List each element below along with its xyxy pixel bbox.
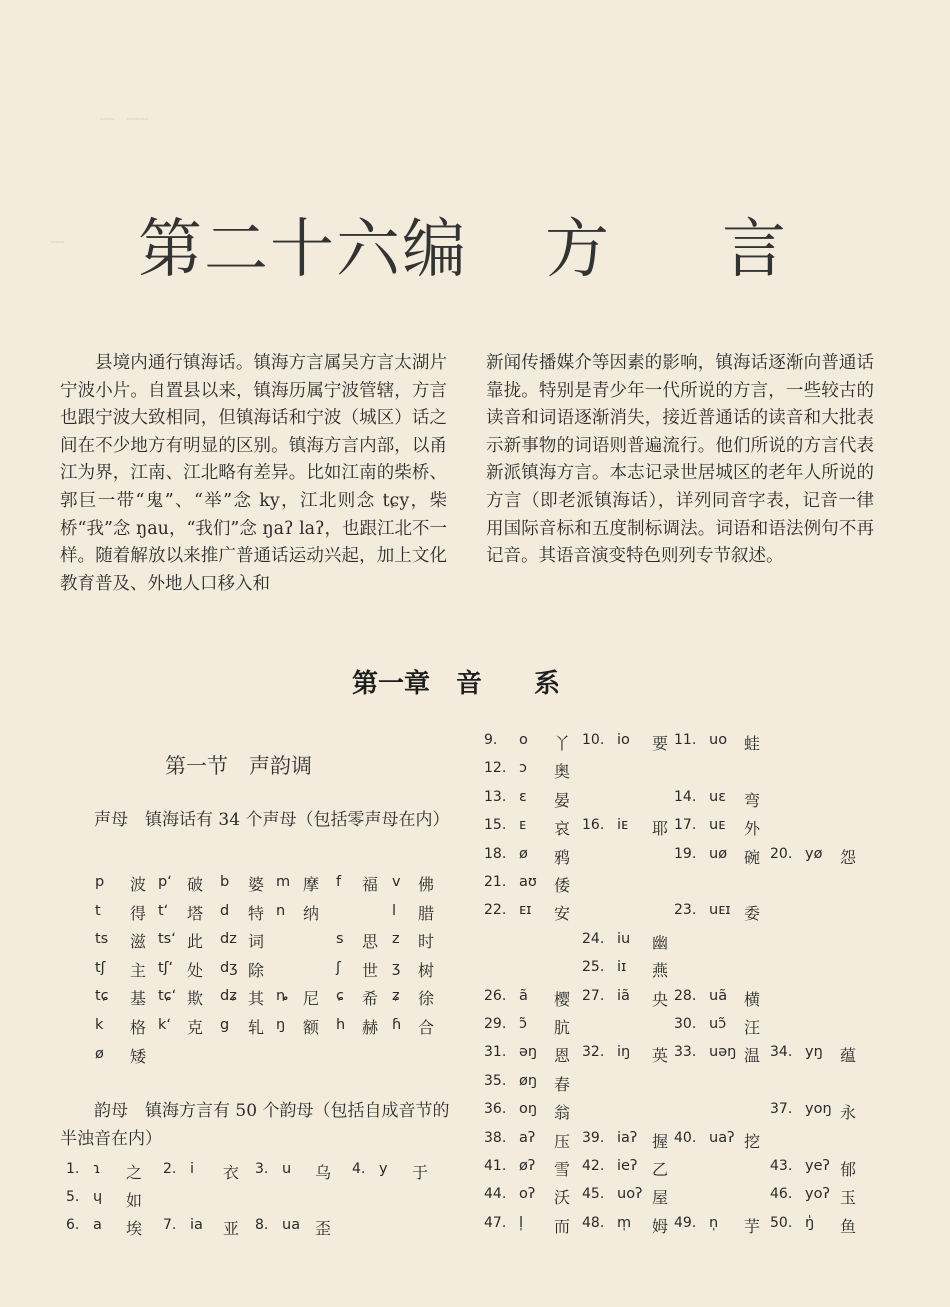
final-number: 43.: [770, 1158, 793, 1174]
final-number: 10.: [582, 732, 605, 748]
final-ipa: iᴇ: [617, 817, 629, 834]
final-number: 28.: [674, 987, 697, 1004]
initial-char: 特: [248, 903, 265, 923]
initial-ipa: tʻ: [158, 902, 169, 919]
final-ipa: øŋ: [519, 1072, 538, 1089]
final-char: 奥: [554, 762, 571, 782]
final-number: 7.: [163, 1217, 177, 1233]
initial-char: 滋: [130, 932, 147, 952]
initial-char: 世: [362, 960, 379, 980]
final-char: 倭: [554, 876, 571, 895]
final-number: 47.: [484, 1214, 507, 1231]
final-ipa: uəŋ: [709, 1044, 737, 1061]
final-char: 乙: [652, 1160, 669, 1179]
initial-ipa: ʃ: [336, 959, 341, 976]
final-number: 4.: [352, 1161, 366, 1177]
final-number: 33.: [674, 1044, 697, 1061]
initial-char: 欺: [187, 989, 204, 1009]
final-char: 弯: [744, 790, 761, 810]
final-number: 2.: [163, 1161, 177, 1177]
final-char: 温: [744, 1046, 761, 1066]
final-number: 27.: [582, 987, 605, 1004]
final-number: 20.: [770, 845, 793, 862]
initial-char: 轧: [248, 1018, 265, 1037]
final-ipa: oʔ: [519, 1186, 536, 1203]
final-ipa: ã: [519, 987, 528, 1004]
final-char: 挖: [744, 1131, 761, 1151]
intro-right-paragraph: 新闻传播媒介等因素的影响，镇海话逐渐向普通话靠拢。特别是青少年一代所说的方言，一些较古的读音和词语逐渐消失，接近普通话的读音和大批表示新事物的词语则普遍流行。他们所说的方言代表新派镇海方言。本志记录世居城区的老年人所说的方言（即老派镇海话），详列同音字表，记音一律用国际音标和五度制标调法。词语和语法例句不再记音。其语音演变特色则列专节叙述。: [486, 353, 874, 567]
final-number: 35.: [484, 1072, 507, 1089]
finals-intro: 韵母 镇海方言有 50 个韵母（包括自成音节的半浊音在内）: [60, 1101, 450, 1149]
initial-ipa: s: [336, 931, 344, 948]
final-ipa: ᴇɪ: [519, 902, 532, 919]
final-ipa: n̩: [709, 1214, 719, 1231]
initial-ipa: tʃʻ: [158, 959, 174, 976]
final-char: 玉: [840, 1188, 857, 1208]
final-char: 姆: [652, 1216, 669, 1236]
final-char: 丫: [554, 734, 571, 753]
final-ipa: ŋ̍: [805, 1214, 815, 1231]
initial-ipa: tsʻ: [158, 931, 176, 948]
section-title: 第一节 声韵调: [165, 754, 312, 778]
initial-ipa: m: [276, 874, 291, 890]
intro-left-column: [60, 350, 447, 598]
final-ipa: ɿ: [93, 1161, 101, 1177]
final-number: 34.: [770, 1044, 793, 1061]
initial-char: 此: [187, 932, 204, 952]
final-number: 1.: [66, 1161, 80, 1177]
final-ipa: aʊ: [519, 874, 537, 890]
final-ipa: uɔ̃: [709, 1016, 727, 1032]
final-number: 24.: [582, 930, 605, 947]
intro-left-paragraph: 县境内通行镇海话。镇海方言属吴方言太湖片宁波小片。自置县以来，镇海历属宁波管辖，方言也跟宁波大致相同，但镇海话和宁波（城区）话之间在不少地方有明显的区别。镇海方言内部，以甬江为界，江南、江北略有差异。比如江南的柴桥、郭巨一带“鬼”、“举”念 ky，江北则念 tɕy，柴桥“我”念 ŋau，“我们”念 ŋaʔ laʔ，也跟江北不一样。随着解放以来推广普通话运动兴起，加上文化教育普及、外地人口移入和: [60, 353, 447, 594]
initial-char: 腊: [418, 903, 435, 923]
initial-char: 格: [130, 1018, 147, 1037]
final-number: 5.: [66, 1189, 80, 1205]
final-number: 17.: [674, 817, 697, 834]
final-ipa: y: [379, 1161, 388, 1177]
final-char: 央: [652, 989, 669, 1009]
final-number: 9.: [484, 732, 498, 748]
final-char: 碗: [744, 847, 761, 867]
final-char: 肮: [554, 1018, 571, 1037]
initial-char: 树: [418, 960, 435, 980]
final-ipa: ɔ̃: [519, 1016, 527, 1032]
final-number: 11.: [674, 732, 697, 748]
final-ipa: yŋ: [805, 1044, 823, 1061]
final-number: 21.: [484, 874, 507, 890]
initial-ipa: p: [95, 874, 105, 890]
final-char: 衣: [223, 1163, 240, 1182]
final-char: 英: [652, 1046, 669, 1066]
final-ipa: yeʔ: [805, 1158, 830, 1174]
bleed-through-text: ┈┈ ┈┈┈: [100, 112, 149, 126]
initial-ipa: ʒ: [392, 959, 401, 976]
final-ipa: iɪ: [617, 959, 627, 976]
final-char: 而: [554, 1216, 571, 1236]
final-ipa: yoŋ: [805, 1101, 832, 1118]
initial-ipa: ø: [95, 1045, 104, 1062]
initials-intro: 声母 镇海话有 34 个声母（包括零声母在内）: [94, 810, 450, 830]
final-char: 蛙: [744, 734, 761, 753]
final-ipa: aʔ: [519, 1129, 536, 1146]
final-number: 39.: [582, 1129, 605, 1146]
intro-right-column: [486, 350, 874, 571]
final-ipa: yoʔ: [805, 1186, 830, 1203]
final-char: 压: [554, 1131, 571, 1151]
final-number: 13.: [484, 788, 507, 805]
final-ipa: iaʔ: [617, 1129, 638, 1146]
final-number: 36.: [484, 1101, 507, 1118]
final-ipa: uo: [709, 732, 728, 748]
final-char: 于: [412, 1163, 429, 1182]
final-number: 44.: [484, 1186, 507, 1203]
initial-char: 时: [418, 932, 435, 952]
final-ipa: øʔ: [519, 1158, 536, 1174]
final-char: 握: [652, 1131, 669, 1151]
initial-ipa: dʒ: [220, 959, 238, 976]
final-number: 25.: [582, 959, 605, 976]
initial-char: 其: [248, 989, 265, 1009]
final-ipa: uø: [709, 845, 728, 862]
final-char: 芋: [744, 1216, 761, 1236]
initial-char: 摩: [303, 875, 320, 894]
initial-char: 希: [362, 989, 379, 1009]
final-ipa: ø: [519, 845, 528, 862]
final-ipa: a: [93, 1217, 102, 1233]
bleed-through-text: ┈┈: [50, 235, 65, 249]
final-char: 鸦: [554, 847, 571, 867]
initial-ipa: g: [220, 1017, 230, 1033]
initial-ipa: l: [392, 902, 397, 919]
final-ipa: əŋ: [519, 1044, 538, 1061]
final-char: 蕴: [840, 1046, 857, 1066]
initial-ipa: pʻ: [158, 874, 172, 890]
initial-ipa: tɕʻ: [158, 988, 177, 1005]
final-char: 耶: [652, 819, 669, 839]
final-char: 横: [744, 989, 761, 1009]
final-ipa: io: [617, 732, 630, 748]
final-number: 15.: [484, 817, 507, 834]
final-char: 如: [126, 1191, 143, 1210]
initial-ipa: ts: [95, 931, 109, 948]
initial-ipa: b: [220, 874, 230, 890]
initial-char: 赫: [362, 1018, 379, 1037]
initial-char: 除: [248, 960, 265, 980]
initial-ipa: k: [95, 1017, 104, 1033]
final-char: 屋: [652, 1188, 669, 1208]
final-number: 30.: [674, 1016, 697, 1032]
initial-char: 词: [248, 932, 265, 952]
final-char: 翁: [554, 1103, 571, 1123]
initial-char: 基: [130, 989, 147, 1009]
final-char: 恩: [554, 1046, 571, 1066]
initial-ipa: dz: [220, 931, 237, 948]
initial-ipa: ɕ: [336, 988, 344, 1005]
final-ipa: uaʔ: [709, 1129, 735, 1146]
final-char: 永: [840, 1103, 857, 1123]
final-char: 乌: [315, 1163, 332, 1182]
initial-char: 尼: [303, 989, 320, 1009]
final-ipa: i: [190, 1161, 195, 1177]
initial-ipa: dʑ: [220, 988, 237, 1005]
final-char: 安: [554, 904, 571, 924]
initial-ipa: t: [95, 902, 101, 919]
part-title-char-b: 言: [722, 213, 788, 287]
initial-ipa: n: [276, 902, 286, 919]
final-number: 22.: [484, 902, 507, 919]
initial-ipa: ŋ: [276, 1017, 286, 1033]
final-char: 鱼: [840, 1216, 857, 1236]
final-char: 委: [744, 904, 761, 924]
final-number: 45.: [582, 1186, 605, 1203]
initial-ipa: ɦ: [392, 1017, 402, 1033]
final-ipa: uᴇ: [709, 817, 726, 834]
final-number: 50.: [770, 1214, 793, 1231]
final-number: 49.: [674, 1214, 697, 1231]
part-title-main: 第二十六编: [138, 213, 468, 287]
initial-char: 主: [130, 960, 147, 980]
final-char: 外: [744, 819, 761, 839]
final-ipa: ᴇ: [519, 817, 527, 834]
initial-char: 福: [362, 875, 379, 894]
final-number: 32.: [582, 1044, 605, 1061]
initial-ipa: h: [336, 1017, 346, 1033]
final-ipa: ɔ: [519, 760, 527, 777]
final-ipa: ua: [282, 1217, 301, 1233]
final-ipa: l̩: [519, 1214, 524, 1231]
final-number: 26.: [484, 987, 507, 1004]
final-char: 怨: [840, 847, 857, 867]
initial-char: 佛: [418, 875, 435, 894]
final-ipa: uã: [709, 987, 728, 1004]
final-number: 48.: [582, 1214, 605, 1231]
final-ipa: ia: [190, 1217, 203, 1233]
final-ipa: oŋ: [519, 1101, 538, 1118]
final-ipa: yø: [805, 845, 823, 862]
final-char: 春: [554, 1074, 571, 1094]
initial-char: 额: [303, 1018, 320, 1037]
final-ipa: uoʔ: [617, 1186, 643, 1203]
initial-char: 塔: [187, 903, 204, 923]
chapter-title: 第一章 音 系: [352, 669, 561, 699]
final-char: 雪: [554, 1160, 571, 1179]
final-char: 之: [126, 1163, 143, 1182]
final-char: 汪: [744, 1018, 761, 1037]
final-number: 19.: [674, 845, 697, 862]
initial-char: 合: [418, 1018, 435, 1037]
final-char: 埃: [126, 1219, 143, 1238]
initial-ipa: ȵ: [276, 988, 289, 1005]
final-number: 23.: [674, 902, 697, 919]
final-number: 14.: [674, 788, 697, 805]
final-char: 晏: [554, 790, 571, 810]
final-number: 29.: [484, 1016, 507, 1032]
final-ipa: iu: [617, 930, 631, 947]
final-number: 18.: [484, 845, 507, 862]
final-char: 要: [652, 734, 669, 753]
final-char: 郁: [840, 1160, 857, 1179]
initial-ipa: tɕ: [95, 988, 109, 1005]
initial-char: 处: [187, 960, 204, 980]
initial-char: 纳: [303, 903, 320, 923]
final-ipa: iã: [617, 987, 630, 1004]
final-char: 哀: [554, 819, 571, 839]
final-ipa: ieʔ: [617, 1158, 638, 1174]
final-ipa: m̩: [617, 1214, 632, 1231]
final-number: 12.: [484, 760, 507, 777]
final-char: 燕: [652, 961, 669, 981]
final-number: 38.: [484, 1129, 507, 1146]
final-number: 41.: [484, 1158, 507, 1174]
final-number: 8.: [255, 1217, 269, 1233]
final-ipa: uᴇɪ: [709, 902, 731, 919]
final-char: 幽: [652, 932, 669, 952]
initial-ipa: f: [336, 874, 342, 890]
initial-ipa: z: [392, 931, 400, 948]
final-ipa: u: [282, 1161, 292, 1177]
final-number: 16.: [582, 817, 605, 834]
initial-char: 徐: [418, 989, 435, 1009]
final-number: 6.: [66, 1217, 80, 1233]
final-ipa: uɛ: [709, 788, 727, 805]
final-ipa: ɥ: [93, 1189, 103, 1205]
initial-char: 得: [130, 903, 147, 923]
final-number: 31.: [484, 1044, 507, 1061]
final-ipa: iŋ: [617, 1044, 631, 1061]
final-number: 42.: [582, 1158, 605, 1174]
initial-ipa: d: [220, 902, 230, 919]
final-number: 3.: [255, 1161, 269, 1177]
final-char: 沃: [554, 1188, 571, 1208]
final-number: 46.: [770, 1186, 793, 1203]
final-char: 樱: [554, 989, 571, 1009]
initial-char: 矮: [130, 1046, 147, 1066]
final-ipa: ɛ: [519, 788, 527, 805]
final-number: 40.: [674, 1129, 697, 1146]
initial-ipa: ʑ: [392, 988, 400, 1005]
final-ipa: o: [519, 732, 528, 748]
final-char: 亚: [223, 1219, 240, 1238]
part-title-char-a: 方: [545, 213, 611, 287]
final-char: 歪: [315, 1219, 332, 1238]
initial-ipa: tʃ: [95, 959, 106, 976]
final-number: 37.: [770, 1101, 793, 1118]
initial-char: 波: [130, 875, 147, 894]
initial-char: 克: [187, 1018, 204, 1037]
initial-char: 思: [362, 932, 379, 952]
initial-ipa: kʻ: [158, 1017, 172, 1033]
initial-char: 婆: [248, 875, 265, 894]
initial-ipa: v: [392, 874, 401, 890]
initial-char: 破: [187, 875, 204, 894]
